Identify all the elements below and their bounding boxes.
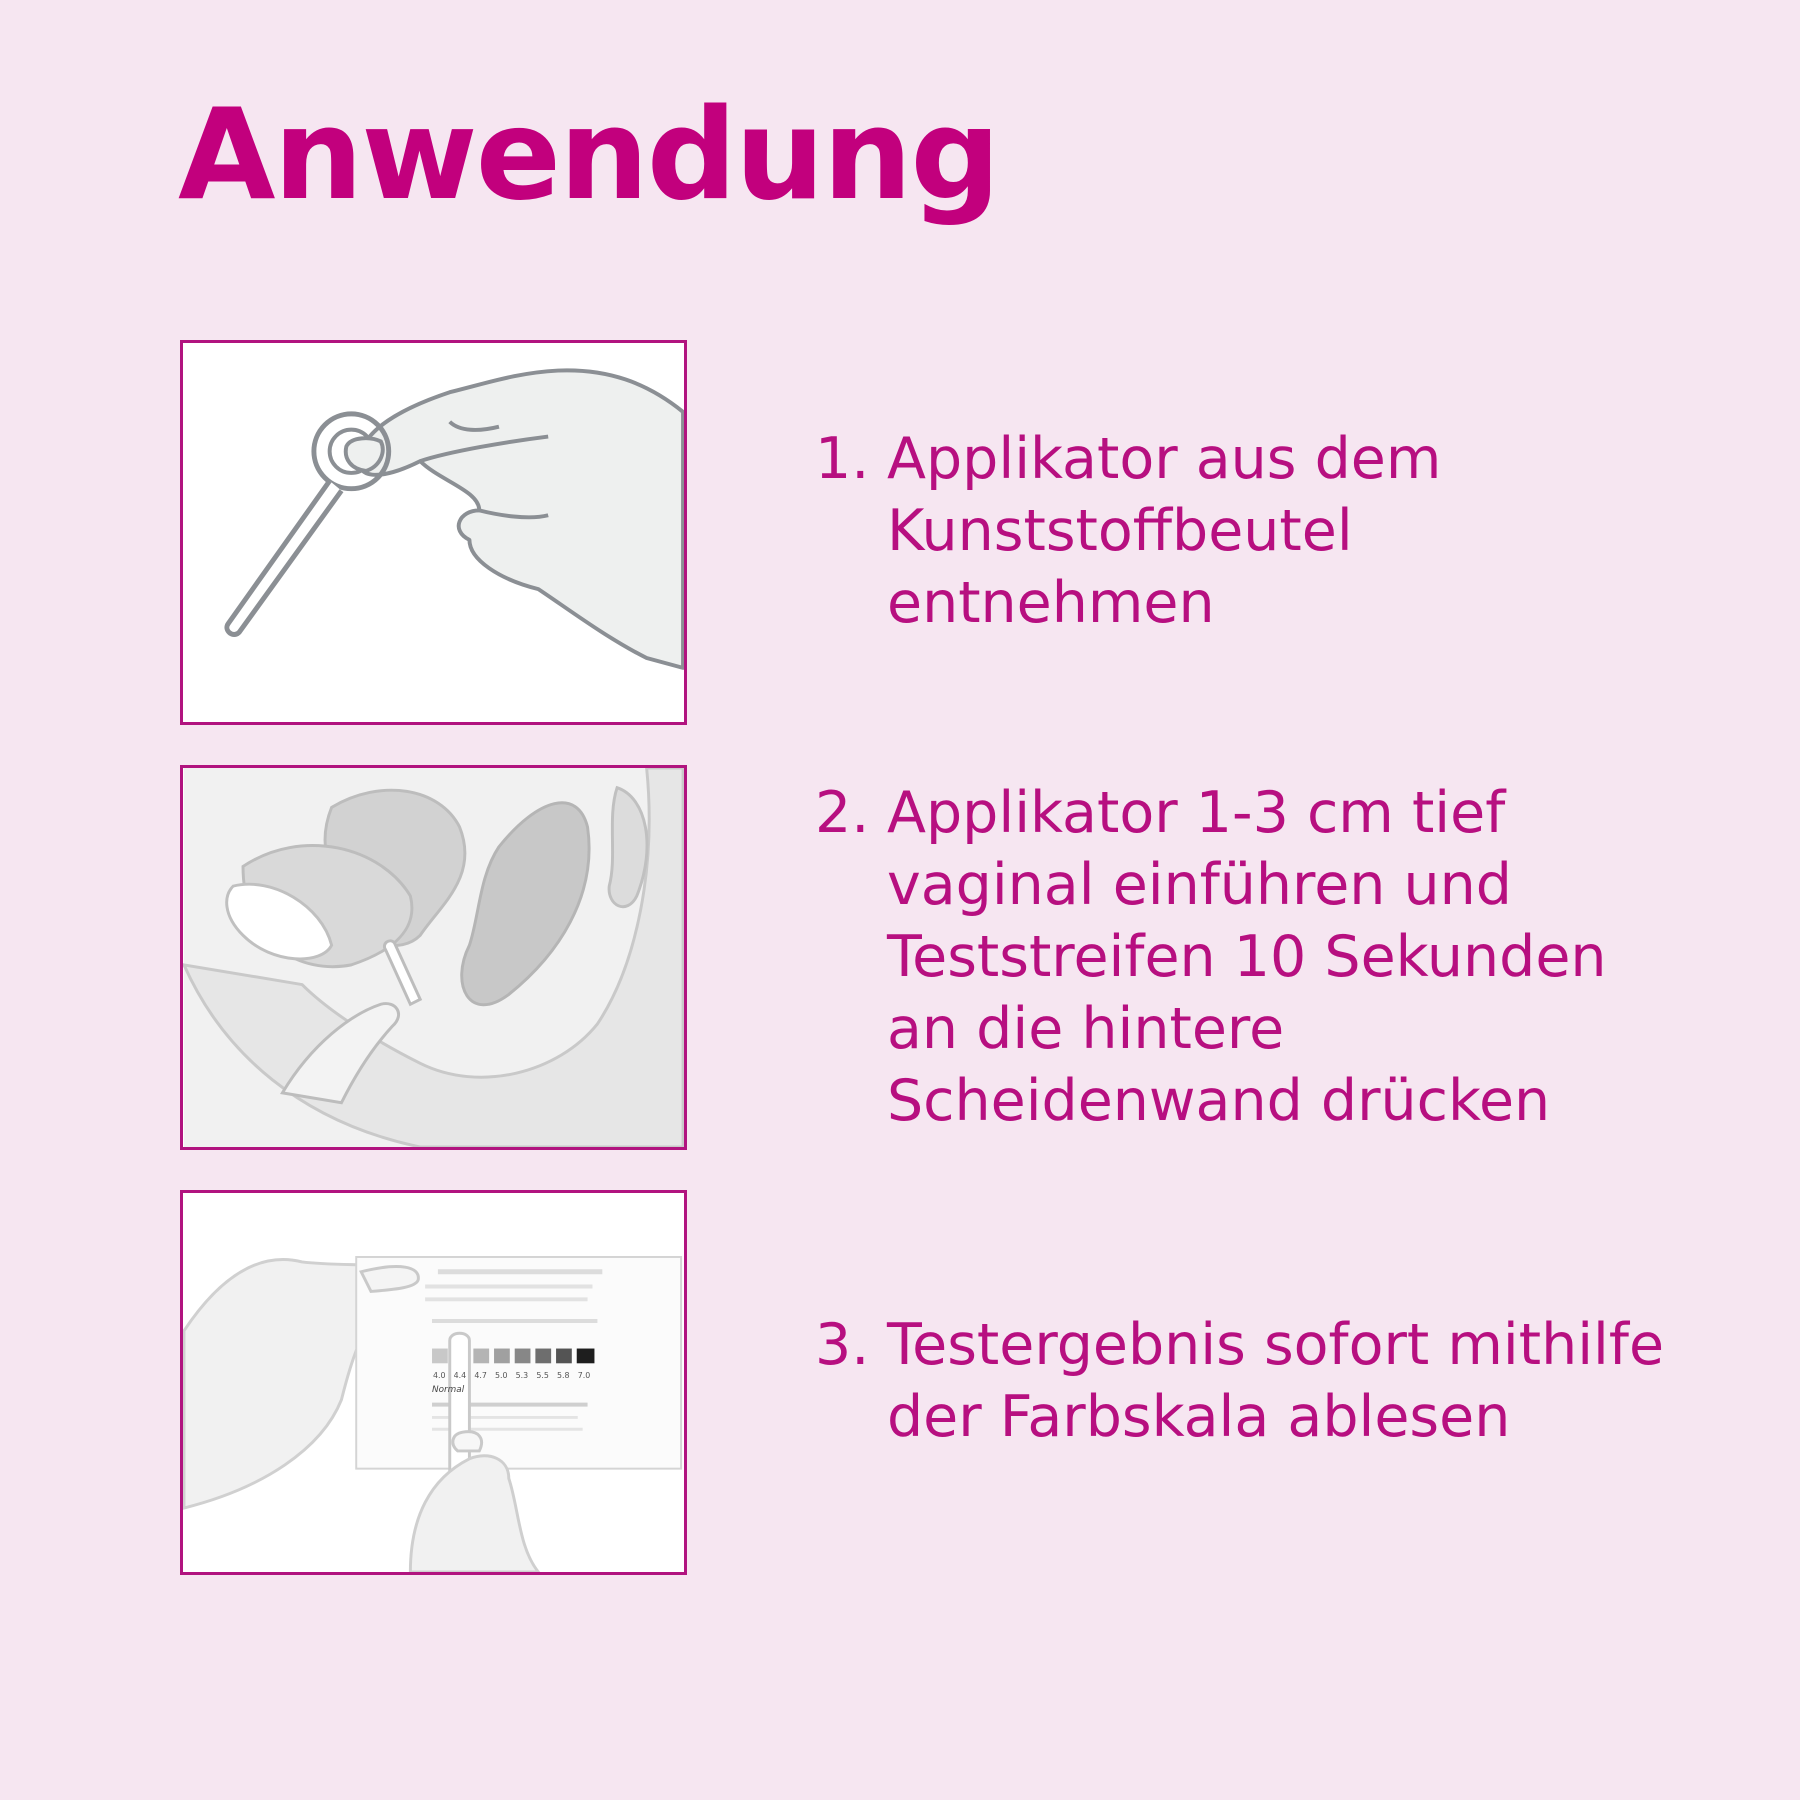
- color-scale-value: 4.4: [453, 1371, 467, 1381]
- step-line: an die hintere: [887, 996, 1285, 1062]
- color-scale-value: 5.3: [515, 1371, 529, 1381]
- anatomical-cross-section-illustration: [183, 768, 684, 1147]
- step-line: Teststreifen 10 Sekunden: [887, 924, 1607, 990]
- color-scale-value: 5.0: [495, 1371, 508, 1381]
- step-line: Scheidenwand drücken: [887, 1068, 1551, 1134]
- step-line: entnehmen: [887, 570, 1215, 636]
- illustration-step-3: [180, 1190, 687, 1575]
- color-scale-value: 7.0: [577, 1371, 591, 1381]
- step-number: 3.: [815, 1312, 870, 1378]
- illustration-step-2: [180, 765, 687, 1150]
- hand-holding-applicator-illustration: [183, 343, 684, 722]
- step-number: 2.: [815, 780, 870, 846]
- step-line: Testergebnis sofort mithilfe: [887, 1312, 1665, 1378]
- color-scale-normal-label: Normal: [432, 1384, 465, 1395]
- step-line: Applikator 1-3 cm tief: [887, 780, 1506, 846]
- step-line: der Farbskala ablesen: [887, 1384, 1511, 1450]
- step-text: [887, 777, 1607, 1137]
- page-title: Anwendung: [178, 81, 999, 228]
- step-text: [887, 423, 1441, 639]
- step-line: Kunststoffbeutel: [887, 498, 1353, 564]
- step-text: [887, 1309, 1664, 1453]
- color-scale-reading-illustration: [183, 1193, 684, 1572]
- color-scale-value: 5.8: [557, 1371, 570, 1381]
- illustration-step-1: [180, 340, 687, 725]
- color-scale-value: 5.5: [536, 1371, 549, 1381]
- color-scale-value: 4.7: [474, 1371, 487, 1381]
- step-number: 1.: [815, 426, 870, 492]
- color-scale-value: 4.0: [433, 1371, 446, 1381]
- step-1: [815, 423, 1775, 639]
- step-line: vaginal einführen und: [887, 852, 1512, 918]
- step-2: [815, 777, 1775, 1137]
- step-3: [815, 1309, 1775, 1453]
- step-line: Applikator aus dem: [887, 426, 1442, 492]
